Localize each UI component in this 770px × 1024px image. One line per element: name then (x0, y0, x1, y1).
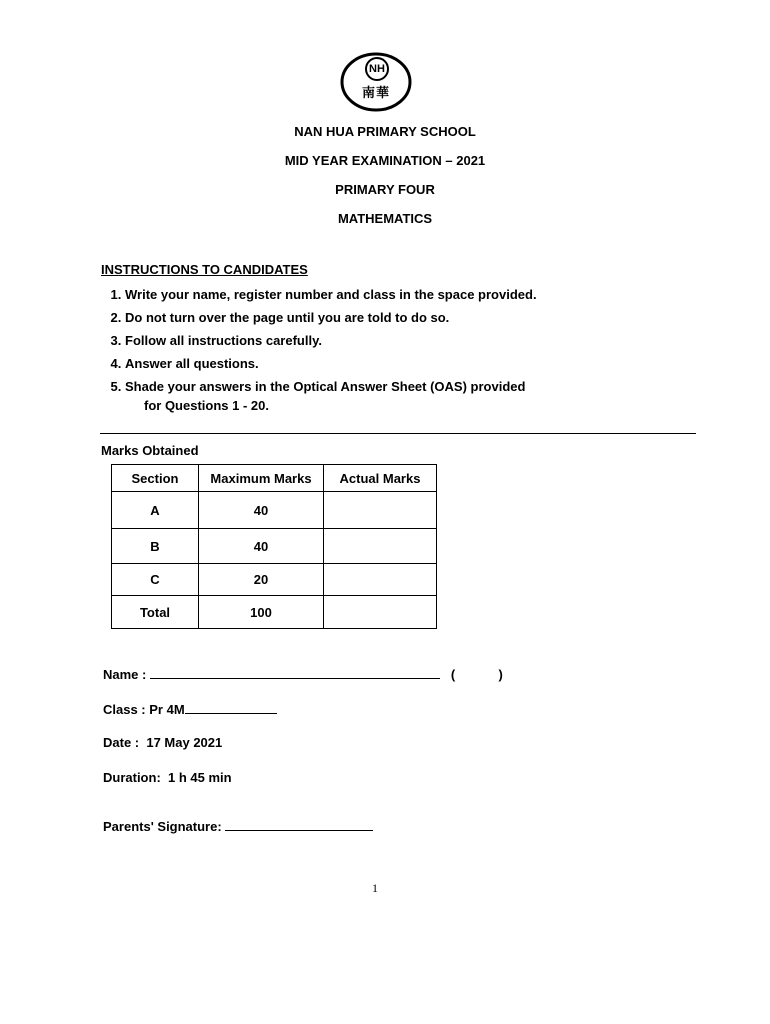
table-row (112, 492, 437, 529)
instructions-list (103, 286, 537, 401)
row-section: A (112, 492, 199, 529)
name-blank[interactable] (150, 664, 440, 679)
signature-blank[interactable] (225, 816, 373, 831)
row-actual[interactable] (324, 529, 437, 564)
school-name: NAN HUA PRIMARY SCHOOL (294, 124, 476, 139)
signature-field (103, 816, 373, 834)
marks-title: Marks Obtained (101, 443, 199, 458)
header-section: Section (112, 465, 199, 492)
signature-label: Parents' Signature: (103, 819, 222, 834)
instruction-item-continuation: for Questions 1 - 20. (144, 398, 269, 413)
instruction-item: 3. Follow all instructions carefully. (125, 332, 537, 355)
instruction-item: 2. Do not turn over the page until you are told to do so. (125, 309, 537, 332)
exam-title: MID YEAR EXAMINATION – 2021 (284, 153, 486, 168)
instructions-title: INSTRUCTIONS TO CANDIDATES (101, 262, 308, 277)
subject-title: MATHEMATICS (337, 211, 433, 226)
instruction-item: 4. Answer all questions. (125, 355, 537, 378)
class-field (103, 699, 277, 717)
table-row (112, 596, 437, 629)
name-label: Name : (103, 667, 147, 682)
logo-chinese-text: 南華 (361, 85, 390, 100)
name-paren-close: ) (498, 667, 503, 682)
row-max: 20 (199, 564, 324, 596)
duration-value: 1 h 45 min (168, 770, 232, 785)
name-paren-open: ( (450, 667, 456, 682)
table-header-row (112, 465, 437, 492)
table-row (112, 529, 437, 564)
row-section: B (112, 529, 199, 564)
row-max: 40 (199, 492, 324, 529)
date-value: 17 May 2021 (146, 735, 223, 750)
row-max: 100 (199, 596, 324, 629)
row-max: 40 (199, 529, 324, 564)
row-actual[interactable] (324, 564, 437, 596)
row-actual[interactable] (324, 596, 437, 629)
date-field (103, 735, 222, 750)
marks-table (111, 464, 437, 629)
school-logo (340, 52, 412, 112)
duration-field (103, 770, 232, 785)
date-label: Date : (103, 735, 140, 750)
duration-label: Duration: (103, 770, 161, 785)
logo-ring (340, 52, 412, 112)
header-actual-marks: Actual Marks (324, 465, 437, 492)
table-row (112, 564, 437, 596)
header-maximum-marks: Maximum Marks (199, 465, 324, 492)
section-divider (100, 433, 696, 434)
level-title: PRIMARY FOUR (335, 182, 435, 197)
instruction-item: 5. Shade your answers in the Optical Answer Sheet (OAS) provided (125, 378, 537, 401)
instruction-item: 1. Write your name, register number and class in the space provided. (125, 286, 537, 309)
logo-emblem: NH (365, 57, 389, 81)
class-blank[interactable] (185, 699, 277, 714)
page-number: 1 (372, 881, 378, 895)
row-actual[interactable] (324, 492, 437, 529)
row-section: C (112, 564, 199, 596)
name-field (103, 664, 503, 682)
class-label: Class : Pr 4M (103, 702, 185, 717)
row-section: Total (112, 596, 199, 629)
